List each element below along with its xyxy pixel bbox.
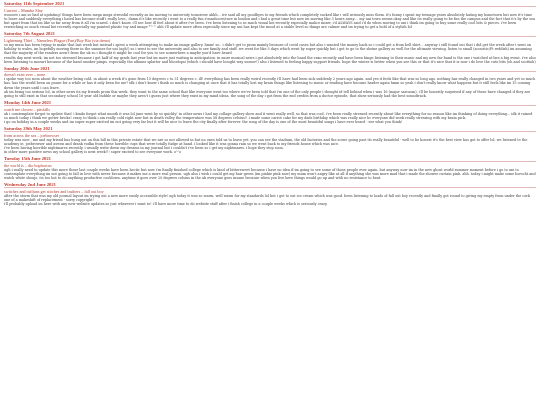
entry-date: Saturday 11th September 2021 [4,1,536,7]
journal-entry [4,126,536,155]
entry-paragraph: ugh i really need to update this more these last couple weeks have been hectic but now i'm finally finished college which is kind of bittersweet because i have no idea if im going to see some of those people ever again. but anyway now im in the new ghost world summer moment before i go to uni to contemplate everything im not going to fall in love with never because it makes me a more real person. ugh also i wish i could get my hair green (im pinkie pink now) my mum won't angry like at all if anything she was more mad that i made the shower curtain pink. ahh. today i might make some borscht and watch white shoujo. its too hot to do anything productive cooldown. anytime it goes over 20 degrees celsius in the uk everyone goes insane because when you live here things would go up and with no resistance to heat. [4,167,536,181]
journal-entry [4,100,536,124]
entry-paragraph: i go on holiday in a couple weeks and im super super excited im not going very far but it will be nice to leave the city finally after forever. the song of the day is one of the most beautiful songs i have ever heard - see what you think! [4,120,403,125]
journal-entry [4,182,536,206]
entry-paragraph: ah im being too serious lol, in other news its my friends prom this week. they want to the same school that like everyone went too where we've been told that i'm one of the only people i thought id tell behind when i was 16 (major sarcasm). i'll be honestly surprised if any of these have changed if they are going to still exist in that secondary school 16 year old bubble or maybe they aren't i guess just where they exist in my mind ideas. the song of the day i got from the end credits from a doctor episode, that show seriously had the best soundtrack. [4,90,531,99]
entry-paragraph: i spoke way too soon about the weather being cold. in about a week it's gone from 15 degrees c to 31 degrees c. ill! everything has been really weird recently i'll have had been sick suddenly 2 years ago again. and yes it feels like that was so long ago. nothing has really changed in two years and yet so much has. has the world been on pause for a while or has it only been for me? idk i don't know i think so much is changing at once that it has totally lost my brain things like listening to music or reading have become harder again hmm so yeah i don't really know what happens but it still feels like im 15 coming down the years until i can leave. [4,77,536,90]
entry-date: Monday 14th June 2021 [4,100,536,106]
entry-current-song: Current – Mumbo Slay [4,7,43,13]
entry-date: Saturday 29th May 2021 [4,126,536,132]
entry-paragraph: today was nice , me and my friend bus hung out on this hill in this private estate that we are so not allowed in but no ones told us to leave yet. you can see the stadium, the old factories and the scene going past its really beautiful - well to be honest it's the best view has got to offer lol. we listened to the academy ie, joebrowser and aswen and drank vodka from these horrible cups that were totally fudge at hand. i looked like it was gonna rain so we went back to my friends house which was nice. [4,137,528,146]
entry-date: Wednesday 2nd June 2021 [4,182,536,188]
entry-paragraph: i'll probably upload on here with any new website updates so just wherever i want to! i'll have more time to do website stuff after i finish college in a couple weeks which is seriously crazy. [4,202,328,207]
entry-paragraph: ah i comtemplate forgot to update that! i kinda forgot what month it was lol june went by so quickly! in other news i had my collage gallery show and it went really well, so that was cool. i've been really stressed recently about like everything for no reason like im thinking of doing everything... idk it rained so much today i think we gotter bricks! crazy to think i am really cold right now but in death valley the temperature was 58 degrees celsius!! i made some carrot cake for my dads birthday which was really nice bc everyone did work really stressing with my brain pick. [4,111,533,120]
journal-entry [4,31,536,64]
entry-date: Sunday 20th June 2021 [4,66,536,72]
entry-paragraph: i've been having horrible nightmares recently, i usually write down my dreams in my journal but i couldn't i've been so i get my nightmares. i hope they stop soon. [4,146,284,151]
entry-current-song: the world is – dio hophorcus [4,162,52,168]
journal-entry [4,66,536,99]
entry-current-song: from across the sea – joebrowser [4,132,59,138]
entry-paragraph: after the storm that was my old journal layout im trying out a new more easily accessible style! ugh today it was so warm, well warm for my standards lol but i got to eat ice cream which was good. been listening to loads of fall out boy recently and finally got round to giving my empty from under the cork one of a makeshift of replacement - sorry copyright! [4,193,530,202]
entry-date: Saturday 7th August 2021 [4,31,536,37]
entry-paragraph: results day next week. im not too stressed because i got half of my grads last year but im more just waiting in anticipation. in more musical news i got absolutely into the band the vaxo recently and have been binge listening to their music and my new fav band is the one i watched at bee a big event. i've also been listening to mozart because of the band smoker pimps. especially the albums splatter and bloodopsi (which i should have bought way sooner!) also i listened to feeling happy support friends. hope the winter is better when you see this or that it's nice that it is now i do love the cute bits (oh and scottish) [4,55,536,64]
journal-entry [4,156,536,180]
entry-current-song: doesn't exist ever – none [4,72,46,78]
entry-current-song: switches and ruffians get stitches and truthers – fall out boy [4,188,104,194]
entry-paragraph: woooow i am so bad at updating! things have been mega mega stressful recently as im moving to university tomorrow ahhh... ive said all my goodbyes to my friends which completely sucked like i will seriously miss them. it's funny i spent my teenage years absolutely hating my hometown but now it's time to leave and suddenly everything i hated has become stuff i really love,, damn it's like recently i went to a really fun s'mashcore/rave in london and i had a great time but now im moving like 3 hours away.... my uni town seems okay and like its really going to be fun the campus and the fact that it's by the sea but apart from that im like so far away from it all i'm scared. i don't know. i'll see how ill feel about it after i've been. i've been listening to so much visual kei recently especially malice mizer, i'd ALWAYS said i'd do when moving to uni i think im going to buy some really cool bits & pieces. i've been rewatching so much visual kei recently especially my painted plastic toy and image *^^ ahh i'll update more often especially since my uni has kept the mood at a stable level so things are calmer and im trying to get a hold of a stylish lol [4,12,536,30]
entry-paragraph: so my mum has been trying to make that last week but instead i spent a week attempting to make an image gallery. hmm! so.. i didn't get to prom mainly because of covid cases but also i wanted the money back so i could get a from hell shirt... anyway i still found out that i did get the week after i went on holiday to wales, im hopefully moving there in the summer for uni (ugh!) so i went to see the university and also to see family and stuff. we went for like 5 days which went by super quickly but i got to go to the shrine gallery as well for the ultimate viewing. listen to small (acoustic/Ft reddish) im assuming that the majority of the readers aren't from the uk so i thought it might be cool for you to see somewhere a maybe you'd have heard [4,42,532,56]
entry-date: Tuesday 15th June 2021 [4,156,536,162]
entry-current-song: watch me closest – pitsfalls [4,106,51,112]
entry-current-song: Lightening Thief – Nameless Plague (Fun)/Boy Bio (via demo) [4,37,111,43]
entry-paragraph: in other more positive news my school gallery is next week!!! super excited to see everyone work. o'-'o [4,150,182,155]
journal-entry [4,1,536,30]
